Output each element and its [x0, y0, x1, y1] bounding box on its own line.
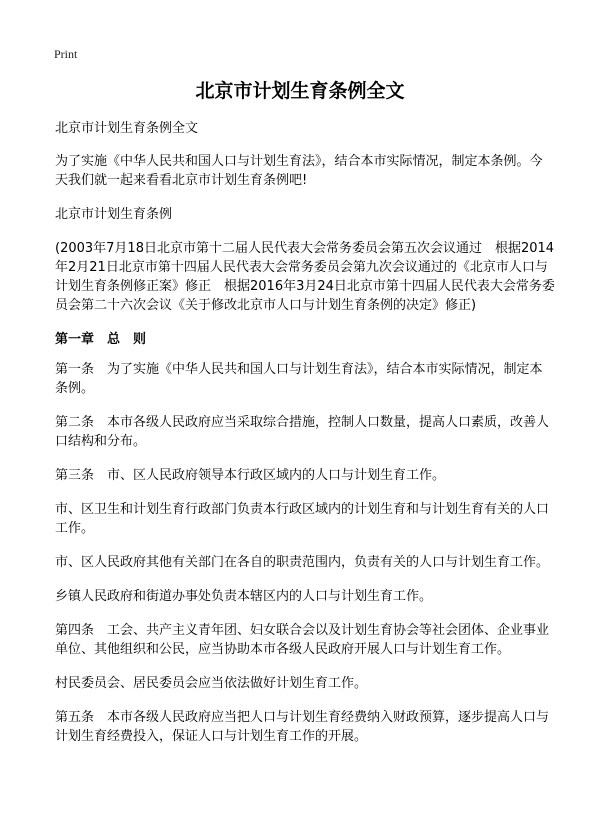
article-paragraph: 第五条 本市各级人民政府应当把人口与计划生育经费纳入财政预算，逐步提高人口与计划生育经费投入，保证人口与计划生育工作的开展。 — [55, 710, 550, 744]
document-subtitle: 北京市计划生育条例全文 — [55, 121, 199, 136]
article-paragraph: 市、区卫生和计划生育行政部门负责本行政区域内的计划生育和与计划生育有关的人口工作。 — [55, 502, 550, 536]
article-paragraph: 乡镇人民政府和街道办事处负责本辖区内的人口与计划生育工作。 — [55, 589, 433, 604]
document-body — [55, 119, 555, 746]
article-paragraph: 第四条 工会、共产主义青年团、妇女联合会以及计划生育协会等社会团体、企业事业单位、其他组织和公民，应当协助本市各级人民政府开展人口与计划生育工作。 — [55, 623, 550, 657]
article-paragraph: 市、区人民政府其他有关部门在各自的职责范围内，负责有关的人口与计划生育工作。 — [55, 555, 550, 570]
amendment-note: (2003年7月18日北京市第十二届人民代表大会常务委员会第五次会议通过 根据2014年2月21日北京市第十四届人民代表大会常务委员会第九次会议通过的《北京市人口与计划生育条例修正案》修正 根据2016年3月24日北京市第十四届人民代表大会常务委员会第二十六次会议《关于修改北京市人口与计划生育条例的决定》修正) — [55, 241, 555, 313]
print-link[interactable]: Print — [54, 47, 78, 61]
article-paragraph: 第二条 本市各级人民政府应当采取综合措施，控制人口数量，提高人口素质，改善人口结构和分布。 — [55, 415, 550, 449]
article-paragraph: 第一条 为了实施《中华人民共和国人口与计划生育法》，结合本市实际情况，制定本条例。 — [55, 362, 543, 396]
intro-paragraph: 为了实施《中华人民共和国人口与计划生育法》，结合本市实际情况，制定本条例。今天我们就一起来看看北京市计划生育条例吧! — [55, 154, 543, 188]
regulation-name: 北京市计划生育条例 — [55, 207, 173, 222]
chapter-heading: 第一章 总 则 — [55, 332, 147, 347]
article-paragraph: 第三条 市、区人民政府领导本行政区域内的人口与计划生育工作。 — [55, 468, 446, 483]
page-title: 北京市计划生育条例全文 — [195, 80, 405, 102]
article-paragraph: 村民委员会、居民委员会应当依法做好计划生育工作。 — [55, 676, 368, 691]
